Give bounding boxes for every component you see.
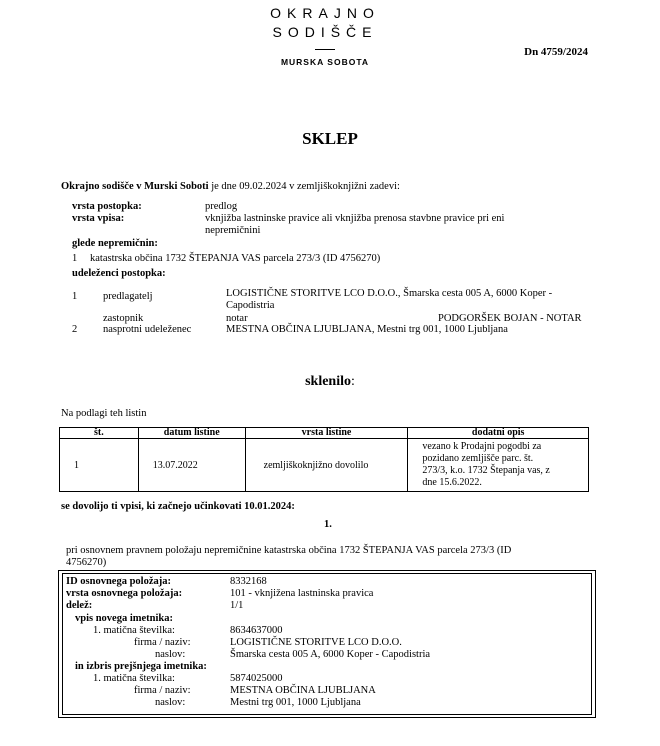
new-addr-label: naslov: bbox=[155, 649, 186, 660]
property-text: katastrska občina 1732 ŠTEPANJA VAS parcela 273/3 (ID 4756270) bbox=[90, 253, 381, 264]
entry-type-value-1: vknjižba lastninske pravice ali vknjižba prenosa stavbne pravice pri eni bbox=[205, 213, 505, 224]
new-reg-value: 8634637000 bbox=[230, 625, 283, 636]
old-firm-value: MESTNA OBČINA LJUBLJANA bbox=[230, 685, 376, 696]
participants-heading: udeleženci postopka: bbox=[72, 268, 166, 279]
procedure-type-value: predlog bbox=[205, 201, 238, 212]
participant-1-num: 1 bbox=[72, 291, 78, 302]
share-value: 1/1 bbox=[230, 600, 244, 611]
decision-colon: : bbox=[351, 374, 355, 389]
col-header-type: vrsta listine bbox=[245, 428, 408, 439]
documents-intro: Na podlagi teh listin bbox=[61, 408, 147, 419]
doc-desc-line-2: pozidano zemljišče parc. št. bbox=[422, 453, 534, 464]
old-addr-value: Mestni trg 001, 1000 Ljubljana bbox=[230, 697, 361, 708]
logo-line-location: MURSKA SOBOTA bbox=[280, 57, 370, 67]
decision-word: sklenilo bbox=[305, 374, 351, 389]
properties-heading: glede nepremičnin: bbox=[72, 238, 158, 249]
old-addr-label: naslov: bbox=[155, 697, 186, 708]
intro-rest: je dne 09.02.2024 v zemljiškoknjižni zadevi: bbox=[208, 181, 400, 192]
col-header-date: datum listine bbox=[138, 428, 245, 439]
old-reg-label: 1. matična številka: bbox=[93, 673, 175, 684]
logo-divider bbox=[315, 49, 335, 50]
basic-position-line-1: pri osnovnem pravnem položaju nepremičnine katastrska občina 1732 ŠTEPANJA VAS parcela 273/3 (ID bbox=[66, 545, 512, 556]
participant-1-role: predlagatelj bbox=[103, 291, 153, 302]
doc-desc bbox=[408, 439, 589, 492]
court-name: Okrajno sodišče v Murski Soboti bbox=[61, 181, 209, 192]
logo-line-sodisce: SODIŠČE bbox=[272, 24, 378, 40]
participant-1-name-1: LOGISTIČNE STORITVE LCO D.O.O., Šmarska cesta 005 A, 6000 Koper - bbox=[226, 288, 553, 299]
new-firm-value: LOGISTIČNE STORITVE LCO D.O.O. bbox=[230, 637, 402, 648]
doc-desc-line-4: dne 15.6.2022. bbox=[422, 477, 482, 488]
court-logo bbox=[255, 4, 395, 67]
decision-heading bbox=[0, 374, 660, 390]
table-row bbox=[60, 439, 589, 492]
procedure-type-label: vrsta postopka: bbox=[72, 201, 142, 212]
participant-2-name: MESTNA OBČINA LJUBLJANA, Mestni trg 001, 1000 Ljubljana bbox=[226, 324, 508, 335]
new-addr-value: Šmarska cesta 005 A, 6000 Koper - Capodistria bbox=[230, 649, 431, 660]
participant-2-role: nasprotni udeleženec bbox=[103, 324, 192, 335]
new-reg-label: 1. matična številka: bbox=[93, 625, 175, 636]
share-label: delež: bbox=[66, 600, 93, 611]
representative-role: zastopnik bbox=[103, 313, 144, 324]
document-title: SKLEP bbox=[302, 129, 358, 148]
doc-desc-line-3: 273/3, k.o. 1732 Štepanja vas, z bbox=[422, 465, 550, 476]
documents-table bbox=[59, 427, 589, 492]
documents-header-row bbox=[60, 428, 589, 439]
old-reg-value: 5874025000 bbox=[230, 673, 283, 684]
col-header-desc: dodatni opis bbox=[408, 428, 589, 439]
doc-type: zemljiškoknjižno dovolilo bbox=[245, 439, 408, 492]
participant-1-name-2: Capodistria bbox=[226, 300, 275, 311]
new-firm-label: firma / naziv: bbox=[134, 637, 191, 648]
col-header-num: št. bbox=[60, 428, 139, 439]
doc-date: 13.07.2022 bbox=[138, 439, 245, 492]
representative-name: PODGORŠEK BOJAN - NOTAR bbox=[438, 313, 582, 324]
id-value: 8332168 bbox=[230, 576, 267, 587]
representative-type: notar bbox=[226, 313, 248, 324]
section-number: 1. bbox=[324, 519, 332, 530]
participant-2-num: 2 bbox=[72, 324, 78, 335]
intro-sentence bbox=[61, 181, 400, 192]
position-type-label: vrsta osnovnega položaja: bbox=[66, 588, 183, 599]
entry-type-value-2: nepremičnini bbox=[205, 225, 261, 236]
doc-num: 1 bbox=[60, 439, 139, 492]
doc-desc-line-1: vezano k Prodajni pogodbi za bbox=[422, 441, 542, 452]
property-num: 1 bbox=[72, 253, 78, 264]
basic-position-line-2: 4756270) bbox=[66, 557, 107, 568]
logo-line-okrajno: OKRAJNO bbox=[270, 5, 380, 21]
allow-statement: se dovolijo ti vpisi, ki začnejo učinkovati 10.01.2024: bbox=[61, 501, 295, 512]
entry-type-label: vrsta vpisa: bbox=[72, 213, 125, 224]
old-firm-label: firma / naziv: bbox=[134, 685, 191, 696]
position-type-value: 101 - vknjižena lastninska pravica bbox=[230, 588, 374, 599]
new-holder-heading: vpis novega imetnika: bbox=[75, 613, 174, 624]
document-number: Dn 4759/2024 bbox=[524, 46, 588, 58]
old-holder-heading: in izbris prejšnjega imetnika: bbox=[75, 661, 207, 672]
id-label: ID osnovnega položaja: bbox=[66, 576, 172, 587]
